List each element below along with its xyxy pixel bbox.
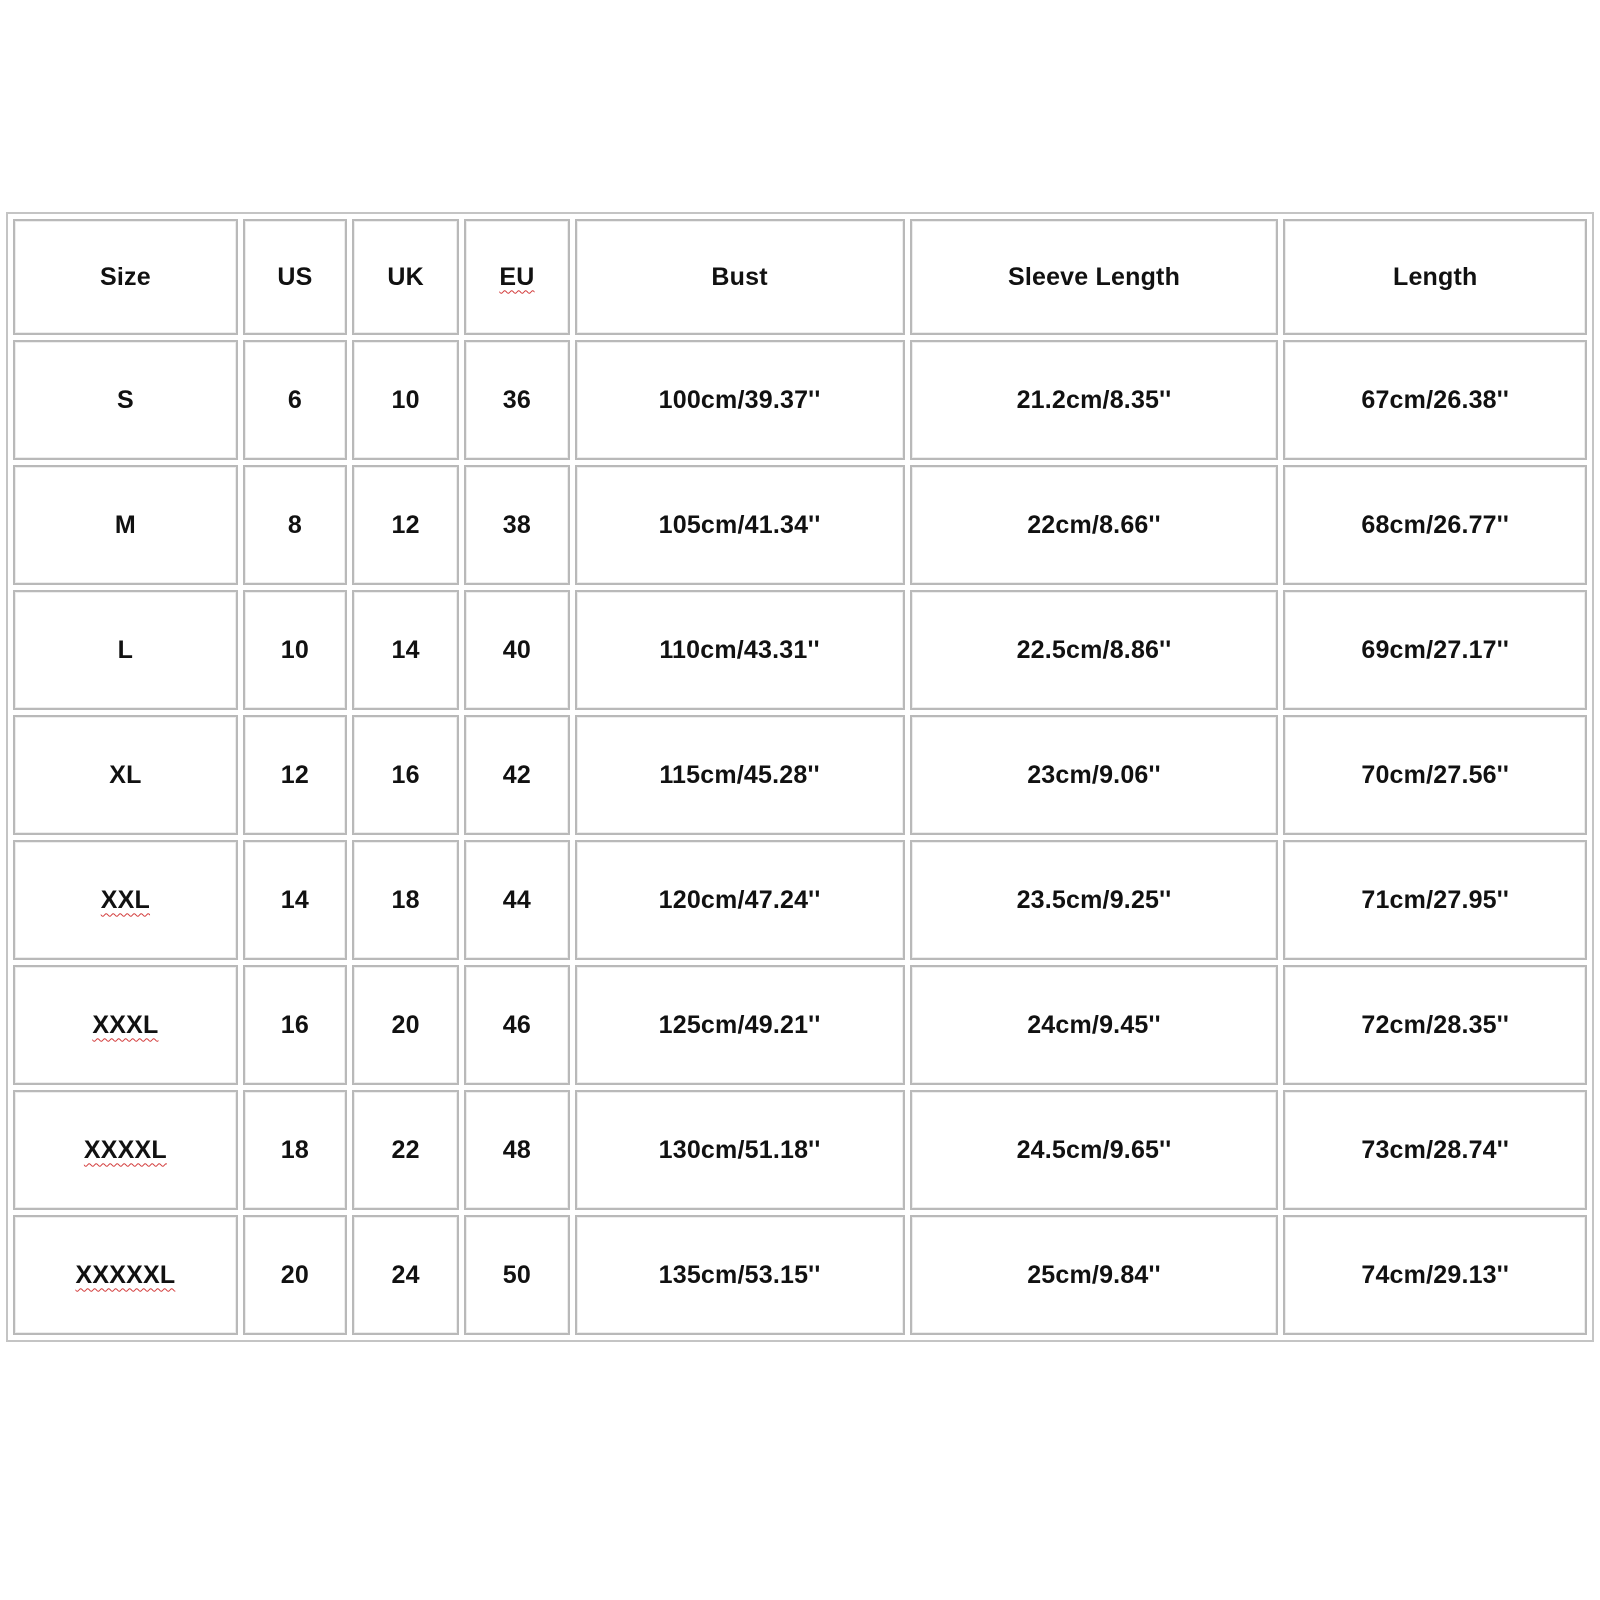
length-cell: 73cm/28.74'' bbox=[1283, 1090, 1587, 1210]
sleeve-length-cell: 22cm/8.66'' bbox=[910, 465, 1279, 585]
header-us: US bbox=[243, 219, 347, 335]
uk-cell: 12 bbox=[352, 465, 459, 585]
table-row bbox=[13, 340, 1587, 460]
us-cell: 6 bbox=[243, 340, 347, 460]
sleeve-length-cell: 23.5cm/9.25'' bbox=[910, 840, 1279, 960]
eu-cell: 44 bbox=[464, 840, 569, 960]
sleeve-length-cell: 23cm/9.06'' bbox=[910, 715, 1279, 835]
table-row bbox=[13, 715, 1587, 835]
us-cell: 16 bbox=[243, 965, 347, 1085]
table-row bbox=[13, 840, 1587, 960]
header-size: Size bbox=[13, 219, 238, 335]
eu-cell: 42 bbox=[464, 715, 569, 835]
eu-cell: 36 bbox=[464, 340, 569, 460]
eu-cell: 50 bbox=[464, 1215, 569, 1335]
length-cell: 71cm/27.95'' bbox=[1283, 840, 1587, 960]
header-length: Length bbox=[1283, 219, 1587, 335]
us-cell: 18 bbox=[243, 1090, 347, 1210]
header-uk: UK bbox=[352, 219, 459, 335]
header-bust: Bust bbox=[575, 219, 905, 335]
sleeve-length-cell: 25cm/9.84'' bbox=[910, 1215, 1279, 1335]
eu-cell: 46 bbox=[464, 965, 569, 1085]
bust-cell: 135cm/53.15'' bbox=[575, 1215, 905, 1335]
sleeve-length-cell: 22.5cm/8.86'' bbox=[910, 590, 1279, 710]
eu-cell: 48 bbox=[464, 1090, 569, 1210]
size-cell: S bbox=[13, 340, 238, 460]
bust-cell: 100cm/39.37'' bbox=[575, 340, 905, 460]
size-cell: L bbox=[13, 590, 238, 710]
size-cell: XL bbox=[13, 715, 238, 835]
size-cell: XXL bbox=[13, 840, 238, 960]
table-row bbox=[13, 590, 1587, 710]
uk-cell: 22 bbox=[352, 1090, 459, 1210]
bust-cell: 120cm/47.24'' bbox=[575, 840, 905, 960]
length-cell: 72cm/28.35'' bbox=[1283, 965, 1587, 1085]
size-cell: XXXL bbox=[13, 965, 238, 1085]
size-cell: XXXXL bbox=[13, 1090, 238, 1210]
bust-cell: 125cm/49.21'' bbox=[575, 965, 905, 1085]
uk-cell: 16 bbox=[352, 715, 459, 835]
sleeve-length-cell: 24cm/9.45'' bbox=[910, 965, 1279, 1085]
length-cell: 69cm/27.17'' bbox=[1283, 590, 1587, 710]
table-row bbox=[13, 965, 1587, 1085]
size-cell: M bbox=[13, 465, 238, 585]
sleeve-length-cell: 21.2cm/8.35'' bbox=[910, 340, 1279, 460]
size-cell: XXXXXL bbox=[13, 1215, 238, 1335]
length-cell: 68cm/26.77'' bbox=[1283, 465, 1587, 585]
uk-cell: 24 bbox=[352, 1215, 459, 1335]
table-row bbox=[13, 465, 1587, 585]
us-cell: 8 bbox=[243, 465, 347, 585]
bust-cell: 115cm/45.28'' bbox=[575, 715, 905, 835]
length-cell: 70cm/27.56'' bbox=[1283, 715, 1587, 835]
length-cell: 67cm/26.38'' bbox=[1283, 340, 1587, 460]
bust-cell: 130cm/51.18'' bbox=[575, 1090, 905, 1210]
header-sleeve-length: Sleeve Length bbox=[910, 219, 1279, 335]
bust-cell: 105cm/41.34'' bbox=[575, 465, 905, 585]
size-chart-table bbox=[6, 212, 1594, 1342]
uk-cell: 14 bbox=[352, 590, 459, 710]
bust-cell: 110cm/43.31'' bbox=[575, 590, 905, 710]
us-cell: 12 bbox=[243, 715, 347, 835]
eu-cell: 38 bbox=[464, 465, 569, 585]
table-row bbox=[13, 1215, 1587, 1335]
us-cell: 14 bbox=[243, 840, 347, 960]
header-eu: EU bbox=[464, 219, 569, 335]
uk-cell: 18 bbox=[352, 840, 459, 960]
header-row bbox=[13, 219, 1587, 335]
length-cell: 74cm/29.13'' bbox=[1283, 1215, 1587, 1335]
uk-cell: 10 bbox=[352, 340, 459, 460]
us-cell: 20 bbox=[243, 1215, 347, 1335]
table-row bbox=[13, 1090, 1587, 1210]
uk-cell: 20 bbox=[352, 965, 459, 1085]
eu-cell: 40 bbox=[464, 590, 569, 710]
sleeve-length-cell: 24.5cm/9.65'' bbox=[910, 1090, 1279, 1210]
us-cell: 10 bbox=[243, 590, 347, 710]
